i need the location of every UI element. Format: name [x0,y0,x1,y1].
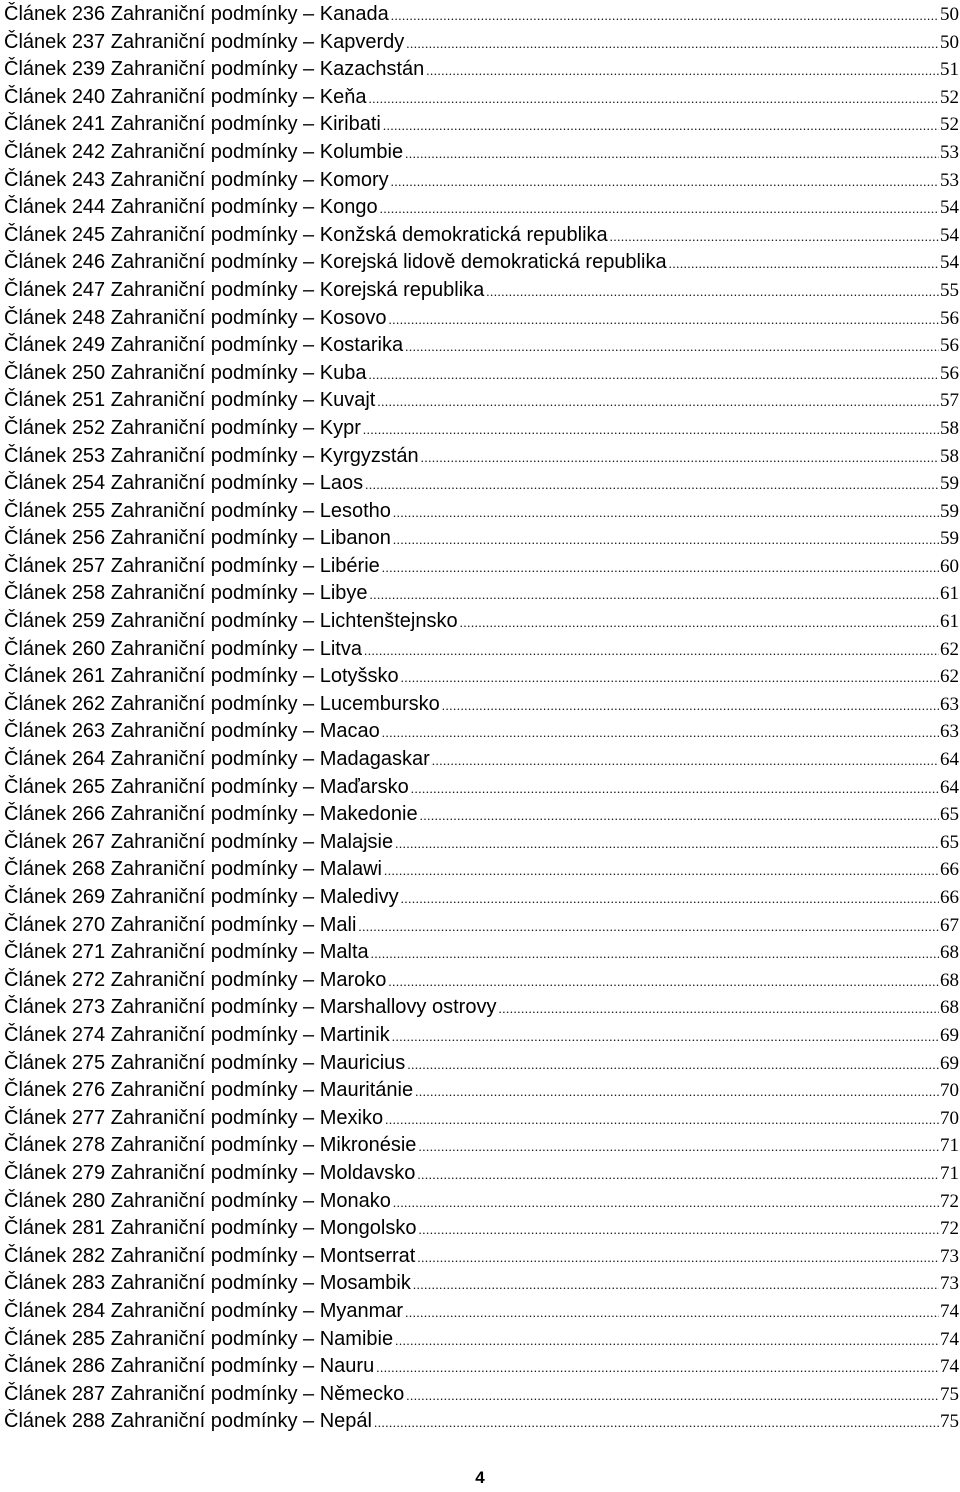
toc-entry-title: Článek 284 Zahraniční podmínky – Myanmar [4,1299,404,1322]
toc-dot-leader [385,1106,939,1134]
toc-entry-page: 65 [940,831,959,853]
toc-entry[interactable] [4,29,959,57]
toc-entry-title: Článek 247 Zahraniční podmínky – Korejská republika [4,278,485,301]
toc-entry-page: 57 [940,390,959,412]
toc-entry-title: Článek 253 Zahraniční podmínky – Kyrgyzstán [4,444,419,467]
toc-entry-page: 64 [940,749,959,771]
toc-dot-leader [393,526,939,554]
toc-entry[interactable] [4,801,959,829]
toc-entry-page: 69 [940,1052,959,1074]
toc-entry[interactable] [4,167,959,195]
toc-entry-page: 56 [940,362,959,384]
toc-entry-page: 63 [940,721,959,743]
toc-dot-leader [460,609,939,637]
toc-entry-title: Článek 287 Zahraniční podmínky – Německo [4,1382,405,1405]
toc-dot-leader [363,416,939,444]
toc-entry[interactable] [4,1160,959,1188]
toc-dot-leader [368,85,939,113]
toc-entry-page: 75 [940,1411,959,1433]
toc-entry[interactable] [4,1077,959,1105]
toc-entry-title: Článek 279 Zahraniční podmínky – Moldavsko [4,1161,416,1184]
toc-dot-leader [413,1271,939,1299]
toc-entry-page: 70 [940,1107,959,1129]
toc-entry-title: Článek 281 Zahraniční podmínky – Mongolsko [4,1217,417,1240]
toc-entry-title: Článek 283 Zahraniční podmínky – Mosambik [4,1272,411,1295]
toc-dot-leader [405,1299,939,1327]
toc-entry-title: Článek 260 Zahraniční podmínky – Litva [4,637,362,660]
toc-entry-page: 64 [940,776,959,798]
toc-entry-title: Článek 248 Zahraniční podmínky – Kosovo [4,306,387,329]
toc-dot-leader [392,1023,939,1051]
toc-dot-leader [405,140,939,168]
toc-dot-leader [391,168,939,196]
toc-entry-title: Článek 270 Zahraniční podmínky – Mali [4,913,357,936]
toc-entry-title: Článek 259 Zahraniční podmínky – Lichtenštejnsko [4,610,458,633]
toc-dot-leader [395,830,939,858]
toc-dot-leader [371,940,939,968]
toc-entry[interactable] [4,1,959,29]
toc-entry-title: Článek 274 Zahraniční podmínky – Martinik [4,1023,390,1046]
toc-entry[interactable] [4,139,959,167]
toc-entry-title: Článek 282 Zahraniční podmínky – Montserrat [4,1244,416,1267]
toc-entry-page: 52 [940,114,959,136]
toc-entry-title: Článek 250 Zahraniční podmínky – Kuba [4,361,367,384]
toc-dot-leader [406,30,939,58]
toc-entry-page: 73 [940,1245,959,1267]
toc-entry-page: 73 [940,1273,959,1295]
toc-entry[interactable] [4,525,959,553]
toc-entry[interactable] [4,1215,959,1243]
toc-entry-page: 62 [940,638,959,660]
toc-entry-page: 59 [940,473,959,495]
toc-dot-leader [376,1354,939,1382]
toc-dot-leader [420,802,939,830]
toc-entry[interactable] [4,1105,959,1133]
toc-entry[interactable] [4,718,959,746]
toc-entry-title: Článek 262 Zahraniční podmínky – Lucembursko [4,692,440,715]
toc-entry[interactable] [4,912,959,940]
toc-entry-title: Článek 261 Zahraniční podmínky – Lotyšsko [4,665,399,688]
toc-entry-title: Článek 241 Zahraniční podmínky – Kiribati [4,113,381,136]
toc-entry-title: Článek 240 Zahraniční podmínky – Keňa [4,85,367,108]
toc-dot-leader [401,664,939,692]
toc-entry[interactable] [4,636,959,664]
toc-dot-leader [421,444,939,472]
toc-entry[interactable] [4,884,959,912]
toc-entry[interactable] [4,360,959,388]
toc-entry[interactable] [4,939,959,967]
toc-entry[interactable] [4,608,959,636]
toc-entry-page: 56 [940,307,959,329]
toc-entry[interactable] [4,1022,959,1050]
toc-entry-page: 59 [940,500,959,522]
toc-entry-page: 58 [940,417,959,439]
toc-entry[interactable] [4,1353,959,1381]
toc-entry[interactable] [4,553,959,581]
toc-entry[interactable] [4,580,959,608]
toc-entry[interactable] [4,1188,959,1216]
toc-entry-page: 54 [940,224,959,246]
toc-entry[interactable] [4,746,959,774]
toc-entry-title: Článek 273 Zahraniční podmínky – Marshallovy ostrovy [4,996,497,1019]
toc-entry[interactable] [4,222,959,250]
toc-dot-leader [426,57,939,85]
toc-dot-leader [432,747,939,775]
toc-entry[interactable] [4,1381,959,1409]
toc-entry-page: 67 [940,914,959,936]
toc-dot-leader [383,112,939,140]
toc-entry-title: Článek 239 Zahraniční podmínky – Kazachstán [4,58,425,81]
toc-entry[interactable] [4,1270,959,1298]
toc-entry[interactable] [4,305,959,333]
toc-dot-leader [368,361,939,389]
toc-entry-title: Článek 249 Zahraniční podmínky – Kostarika [4,334,404,357]
toc-dot-leader [418,1133,939,1161]
toc-entry[interactable] [4,56,959,84]
toc-dot-leader [415,1078,939,1106]
toc-entry-title: Článek 275 Zahraniční podmínky – Mauricius [4,1051,406,1074]
toc-dot-leader [358,913,939,941]
toc-entry-title: Článek 264 Zahraniční podmínky – Madagaskar [4,748,430,771]
toc-entry-title: Článek 286 Zahraniční podmínky – Nauru [4,1355,375,1378]
toc-dot-leader [442,692,939,720]
toc-entry-page: 66 [940,887,959,908]
toc-entry-page: 66 [940,859,959,881]
toc-entry-title: Článek 243 Zahraniční podmínky – Komory [4,168,389,191]
toc-entry-title: Článek 255 Zahraniční podmínky – Lesotho [4,499,391,522]
toc-dot-leader [370,581,939,609]
toc-dot-leader [382,554,939,582]
toc-entry-page: 74 [940,1356,959,1378]
toc-entry-title: Článek 265 Zahraniční podmínky – Maďarsko [4,775,409,798]
toc-dot-leader [380,195,939,223]
toc-dot-leader [411,775,939,803]
toc-entry[interactable] [4,1243,959,1271]
toc-entry-title: Článek 251 Zahraniční podmínky – Kuvajt [4,389,376,412]
toc-entry[interactable] [4,111,959,139]
toc-entry-title: Článek 254 Zahraniční podmínky – Laos [4,472,364,495]
toc-dot-leader [669,250,939,278]
toc-entry[interactable] [4,691,959,719]
toc-entry-title: Článek 269 Zahraniční podmínky – Maledivy [4,886,399,908]
toc-dot-leader [374,1409,939,1437]
toc-dot-leader [418,1216,939,1244]
toc-entry-title: Článek 288 Zahraniční podmínky – Nepál [4,1410,372,1433]
toc-entry[interactable] [4,1408,959,1436]
toc-entry-title: Článek 258 Zahraniční podmínky – Libye [4,582,368,605]
toc-entry-page: 68 [940,997,959,1019]
toc-entry[interactable] [4,1050,959,1078]
toc-entry-page: 72 [940,1190,959,1212]
toc-dot-leader [417,1161,939,1189]
toc-dot-leader [486,278,939,306]
toc-dot-leader [364,637,939,665]
toc-dot-leader [406,1382,939,1410]
toc-entry[interactable] [4,663,959,691]
toc-entry-page: 71 [940,1135,959,1157]
toc-dot-leader [401,885,939,913]
toc-dot-leader [498,995,939,1023]
toc-entry-title: Článek 245 Zahraniční podmínky – Konžská demokratická republika [4,223,608,246]
toc-entry-page: 60 [940,555,959,577]
table-of-contents [4,1,959,1436]
toc-dot-leader [610,223,939,251]
toc-entry[interactable] [4,332,959,360]
toc-entry-title: Článek 280 Zahraniční podmínky – Monako [4,1189,391,1212]
toc-entry[interactable] [4,249,959,277]
toc-entry-title: Článek 252 Zahraniční podmínky – Kypr [4,416,361,439]
toc-entry[interactable] [4,194,959,222]
toc-entry-page: 59 [940,528,959,550]
toc-entry-page: 68 [940,969,959,991]
toc-entry-page: 69 [940,1024,959,1046]
toc-entry-title: Článek 272 Zahraniční podmínky – Maroko [4,968,387,991]
toc-entry-title: Článek 237 Zahraniční podmínky – Kapverdy [4,30,405,53]
toc-entry[interactable] [4,387,959,415]
toc-dot-leader [407,1051,939,1079]
toc-entry-page: 74 [940,1300,959,1322]
toc-dot-leader [382,719,939,747]
toc-entry-page: 51 [940,59,959,81]
toc-entry-page: 63 [940,693,959,715]
toc-entry-title: Článek 267 Zahraniční podmínky – Malajsie [4,830,394,853]
toc-entry-page: 61 [940,583,959,605]
toc-entry-title: Článek 257 Zahraniční podmínky – Libérie [4,554,380,577]
toc-entry-title: Článek 278 Zahraniční podmínky – Mikronésie [4,1134,417,1157]
toc-entry-title: Článek 277 Zahraniční podmínky – Mexiko [4,1106,384,1129]
toc-entry-title: Článek 242 Zahraniční podmínky – Kolumbie [4,140,404,163]
toc-entry-page: 74 [940,1328,959,1350]
toc-entry-page: 56 [940,335,959,357]
toc-dot-leader [388,306,939,334]
toc-entry-page: 52 [940,86,959,108]
toc-dot-leader [395,1327,939,1355]
toc-dot-leader [417,1244,939,1272]
toc-entry-page: 62 [940,666,959,688]
toc-entry[interactable] [4,1132,959,1160]
toc-entry-page: 53 [940,141,959,163]
toc-entry[interactable] [4,967,959,995]
toc-entry[interactable] [4,994,959,1022]
toc-entry-page: 54 [940,197,959,219]
toc-entry-page: 72 [940,1218,959,1240]
toc-entry-page: 75 [940,1383,959,1405]
toc-entry-page: 70 [940,1080,959,1102]
toc-dot-leader [391,2,939,30]
toc-dot-leader [384,857,939,885]
toc-entry-page: 53 [940,169,959,191]
toc-entry-title: Článek 266 Zahraniční podmínky – Makedonie [4,803,418,826]
toc-entry-page: 55 [940,279,959,301]
toc-entry[interactable] [4,498,959,526]
toc-entry[interactable] [4,1326,959,1354]
toc-entry-page: 54 [940,252,959,274]
toc-entry-title: Článek 276 Zahraniční podmínky – Mauritánie [4,1079,414,1102]
toc-dot-leader [393,1189,939,1217]
toc-entry-title: Článek 271 Zahraniční podmínky – Malta [4,941,369,964]
toc-entry[interactable] [4,1298,959,1326]
toc-entry-page: 61 [940,611,959,633]
toc-entry-title: Článek 256 Zahraniční podmínky – Libanon [4,527,391,550]
toc-entry-title: Článek 268 Zahraniční podmínky – Malawi [4,858,382,881]
toc-entry-title: Článek 246 Zahraniční podmínky – Korejská lidově demokratická republika [4,251,667,274]
toc-entry-title: Článek 244 Zahraniční podmínky – Kongo [4,196,378,219]
toc-entry-page: 50 [940,4,959,25]
toc-entry-title: Článek 236 Zahraniční podmínky – Kanada [4,3,389,25]
toc-entry-page: 68 [940,942,959,964]
toc-entry-title: Článek 285 Zahraniční podmínky – Namibie [4,1327,394,1350]
toc-entry-page: 58 [940,445,959,467]
toc-entry[interactable] [4,829,959,857]
toc-dot-leader [377,388,939,416]
toc-entry-page: 71 [940,1162,959,1184]
page-number: 4 [475,1468,485,1487]
toc-entry[interactable] [4,470,959,498]
toc-entry[interactable] [4,774,959,802]
toc-entry[interactable] [4,277,959,305]
toc-entry-title: Článek 263 Zahraniční podmínky – Macao [4,720,380,743]
toc-dot-leader [405,333,939,361]
toc-entry[interactable] [4,856,959,884]
toc-entry[interactable] [4,84,959,112]
toc-entry[interactable] [4,443,959,471]
toc-entry-page: 50 [940,31,959,53]
toc-dot-leader [365,471,939,499]
toc-dot-leader [388,968,939,996]
toc-entry-page: 65 [940,804,959,826]
toc-entry[interactable] [4,415,959,443]
toc-dot-leader [393,499,939,527]
